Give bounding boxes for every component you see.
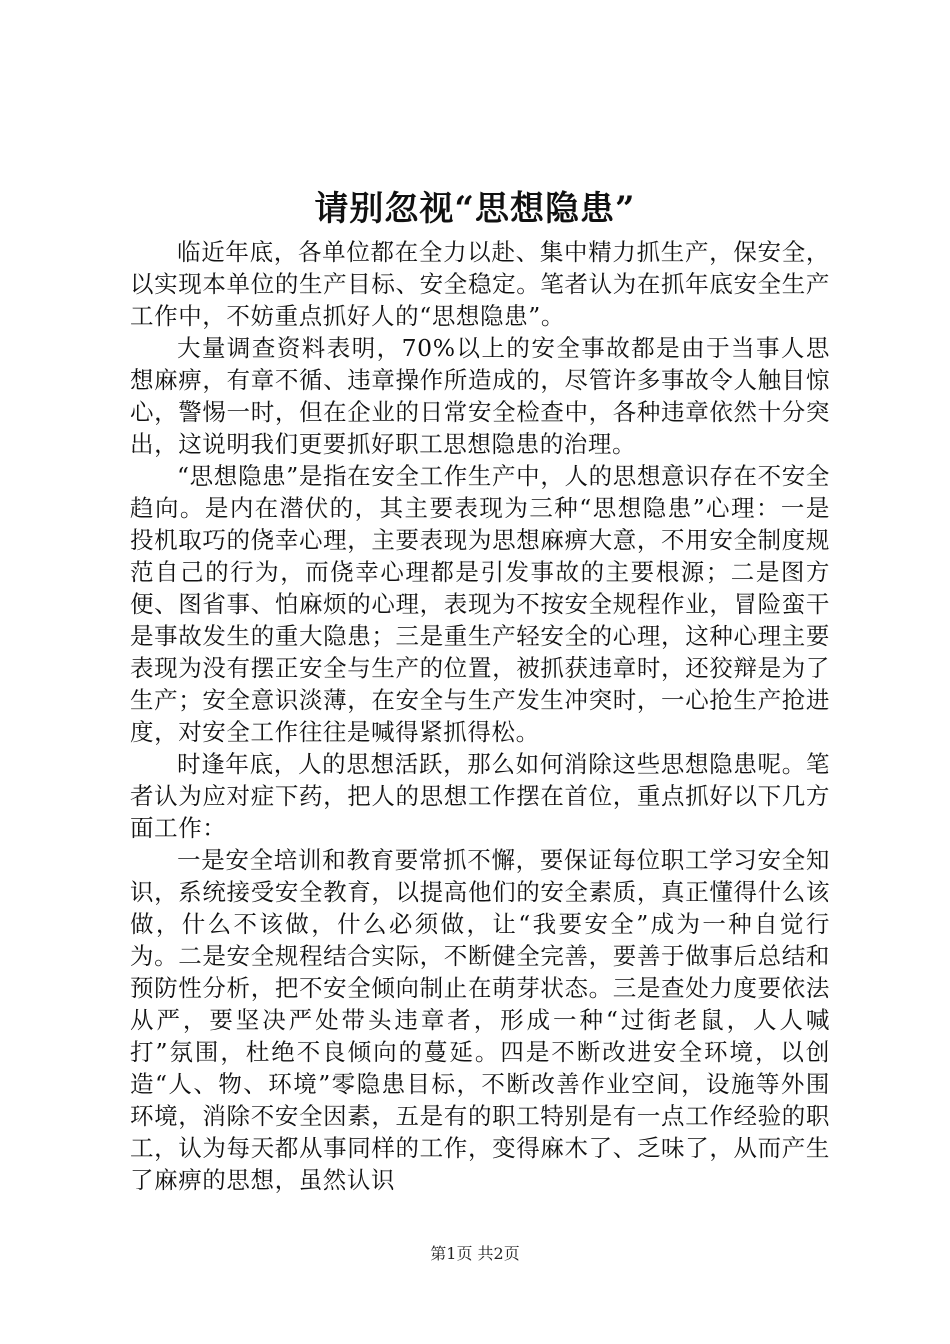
paragraph-1: 临近年底，各单位都在全力以赴、集中精力抓生产，保安全，以实现本单位的生产目标、安全稳定。笔者认为在抓年底安全生产工作中，不妨重点抓好人的“思想隐患”。 — [130, 238, 830, 330]
document-body — [130, 236, 830, 1196]
paragraph-3: “思想隐患”是指在安全工作生产中，人的思想意识存在不安全趋向。是内在潜伏的，其主要表现为三种“思想隐患”心理：一是投机取巧的侥幸心理，主要表现为思想麻痹大意，不用安全制度规范自己的行为，而侥幸心理都是引发事故的主要根源；二是图方便、图省事、怕麻烦的心理，表现为不按安全规程作业，冒险蛮干是事故发生的重大隐患；三是重生产轻安全的心理，这种心理主要表现为没有摆正安全与生产的位置，被抓获违章时，还狡辩是为了生产；安全意识淡薄，在安全与生产发生冲突时，一心抢生产抢进度，对安全工作往往是喊得紧抓得松。 — [130, 462, 830, 746]
paragraph-5: 一是安全培训和教育要常抓不懈，要保证每位职工学习安全知识，系统接受安全教育，以提高他们的安全素质，真正懂得什么该做，什么不该做，什么必须做，让“我要安全”成为一种自觉行为。二是安全规程结合实际，不断健全完善，要善于做事后总结和预防性分析，把不安全倾向制止在萌芽状态。三是查处力度要依法从严，要坚决严处带头违章者，形成一种“过街老鼠，人人喊打”氛围，杜绝不良倾向的蔓延。四是不断改进安全环境，以创造“人、物、环境”零隐患目标，不断改善作业空间，设施等外围环境，消除不安全因素，五是有的职工特别是有一点工作经验的职工，认为每天都从事同样的工作，变得麻木了、乏味了，从而产生了麻痹的思想，虽然认识 — [130, 846, 830, 1194]
paragraph-2: 大量调查资料表明，70%以上的安全事故都是由于当事人思想麻痹，有章不循、违章操作所造成的，尽管许多事故令人触目惊心，警惕一时，但在企业的日常安全检查中，各种违章依然十分突出，这说明我们更要抓好职工思想隐患的治理。 — [130, 334, 830, 458]
document-title: 请别忽视“思想隐患” — [314, 189, 636, 229]
paragraph-4: 时逢年底，人的思想活跃，那么如何消除这些思想隐患呢。笔者认为应对症下药，把人的思想工作摆在首位，重点抓好以下几方面工作： — [130, 750, 830, 842]
page-number-footer: 第1页 共2页 — [430, 1244, 520, 1263]
